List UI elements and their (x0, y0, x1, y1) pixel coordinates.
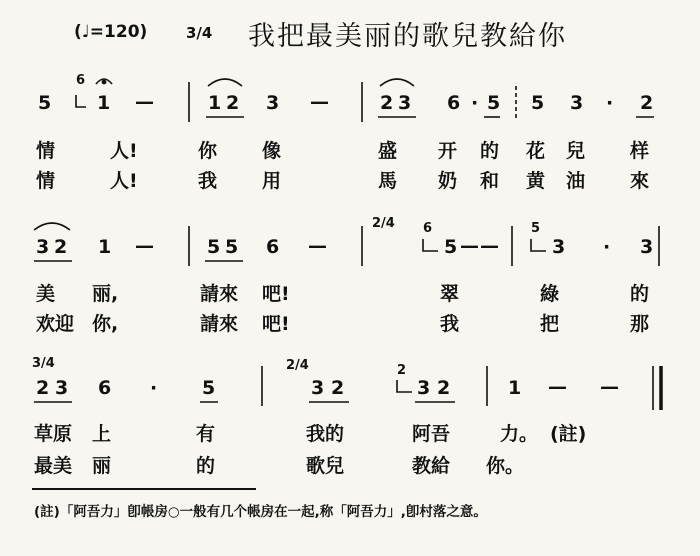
lyric: 美 (36, 283, 56, 305)
grace-slur (76, 95, 86, 107)
note: 3 (640, 236, 654, 258)
note: 1 (508, 377, 522, 399)
lyric: 兒 (566, 140, 586, 162)
grace-slur (397, 380, 412, 392)
note: · (150, 377, 158, 399)
note: 5 (207, 236, 221, 258)
note: 2 (331, 377, 345, 399)
grace-note: 6 (76, 73, 86, 88)
fermata-dot (102, 80, 105, 83)
lyric: 的 (196, 455, 216, 477)
lyric: 翠 (440, 283, 460, 305)
note: 6 (447, 92, 461, 114)
grace-note: 2 (397, 363, 407, 378)
note: — (460, 235, 479, 257)
note: 5 (444, 236, 458, 258)
lyric: 人! (110, 140, 138, 162)
lyric: 用 (262, 170, 282, 192)
lyric: 情 (36, 140, 56, 162)
note: 2 (640, 92, 654, 114)
lyric: 有 (196, 423, 216, 445)
grace-slur (531, 239, 546, 251)
note: · (603, 236, 611, 258)
slur (208, 79, 242, 86)
note: — (135, 235, 154, 257)
note: — (308, 235, 327, 257)
lyric: 馬 (378, 170, 398, 192)
note: 2 (54, 236, 68, 258)
time-change: 2/4 (372, 216, 395, 231)
lyric: 把 (540, 313, 560, 335)
grace-note: 6 (423, 221, 433, 236)
lyric: 教給 (412, 455, 451, 477)
time-change: 3/4 (32, 356, 55, 371)
note: 2 (36, 377, 50, 399)
lyric: 請來 (200, 313, 239, 335)
lyric: 的 (630, 283, 650, 305)
note: 5 (487, 92, 501, 114)
lyric: 吧! (262, 283, 290, 305)
note: 5 (202, 377, 216, 399)
lyric: 阿吾 (412, 423, 451, 445)
lyric: 情 (36, 170, 56, 192)
lyric: 你, (92, 313, 119, 335)
lyric: 像 (262, 140, 282, 162)
note: — (135, 91, 154, 113)
time-signature: 3/4 (186, 24, 213, 42)
lyric: 人! (110, 170, 138, 192)
note: 2 (437, 377, 451, 399)
note: 3 (417, 377, 431, 399)
note: · (471, 92, 479, 114)
note: 3 (311, 377, 325, 399)
song-title: 我把最美丽的歌兒教給你 (248, 21, 567, 52)
lyric: 黄 (526, 170, 546, 192)
lyric: 样 (630, 140, 650, 162)
footnote: (註)「阿吾力」卽帳房○一般有几个帳房在一起,称「阿吾力」,卽村落之意。 (34, 504, 487, 520)
note: 3 (266, 92, 280, 114)
note: 3 (55, 377, 69, 399)
lyric: 綠 (540, 283, 560, 305)
note: 6 (266, 236, 280, 258)
note: 5 (38, 92, 52, 114)
note: 3 (552, 236, 566, 258)
slur (380, 79, 414, 86)
note: — (480, 235, 499, 257)
lyric: 花 (526, 140, 546, 162)
lyric: 和 (480, 170, 500, 192)
note: 3 (36, 236, 50, 258)
note: 3 (570, 92, 584, 114)
grace-note: 5 (531, 221, 541, 236)
lyric: 奶 (438, 170, 458, 192)
tempo-marking: (♩=120) (74, 22, 148, 42)
note: 5 (225, 236, 239, 258)
lyric: 歌兒 (306, 455, 345, 477)
lyric: 油 (566, 170, 586, 192)
note: — (548, 376, 567, 398)
note: · (606, 92, 614, 114)
note: 2 (380, 92, 394, 114)
lyric: 吧! (262, 313, 290, 335)
lyric: 丽 (92, 455, 112, 477)
lyric: 來 (630, 170, 650, 192)
note: — (600, 376, 619, 398)
lyric: 你。 (486, 455, 525, 477)
note: 3 (398, 92, 412, 114)
lyric: 我 (440, 313, 460, 335)
lyric: 的 (480, 140, 500, 162)
note: 1 (98, 236, 112, 258)
note: 2 (226, 92, 240, 114)
lyric: 我的 (306, 423, 345, 445)
lyric: 盛 (378, 140, 398, 162)
note: 5 (531, 92, 545, 114)
lyric: (註) (550, 423, 587, 445)
lyric: 草原 (34, 423, 73, 445)
lyric: 开 (438, 140, 458, 162)
lyric: 請來 (200, 283, 239, 305)
lyric: 最美 (34, 455, 73, 477)
time-change: 2/4 (286, 358, 309, 373)
lyric: 欢迎 (36, 313, 75, 335)
lyric: 那 (630, 313, 650, 335)
note: 1 (97, 92, 111, 114)
lyric: 我 (198, 170, 218, 192)
grace-slur (423, 239, 438, 251)
lyric: 上 (92, 423, 112, 445)
note: 1 (208, 92, 222, 114)
note: 6 (98, 377, 112, 399)
lyric: 你 (198, 140, 218, 162)
note: — (310, 91, 329, 113)
lyric: 丽, (92, 283, 119, 305)
slur (34, 223, 70, 230)
lyric: 力。 (500, 423, 539, 445)
